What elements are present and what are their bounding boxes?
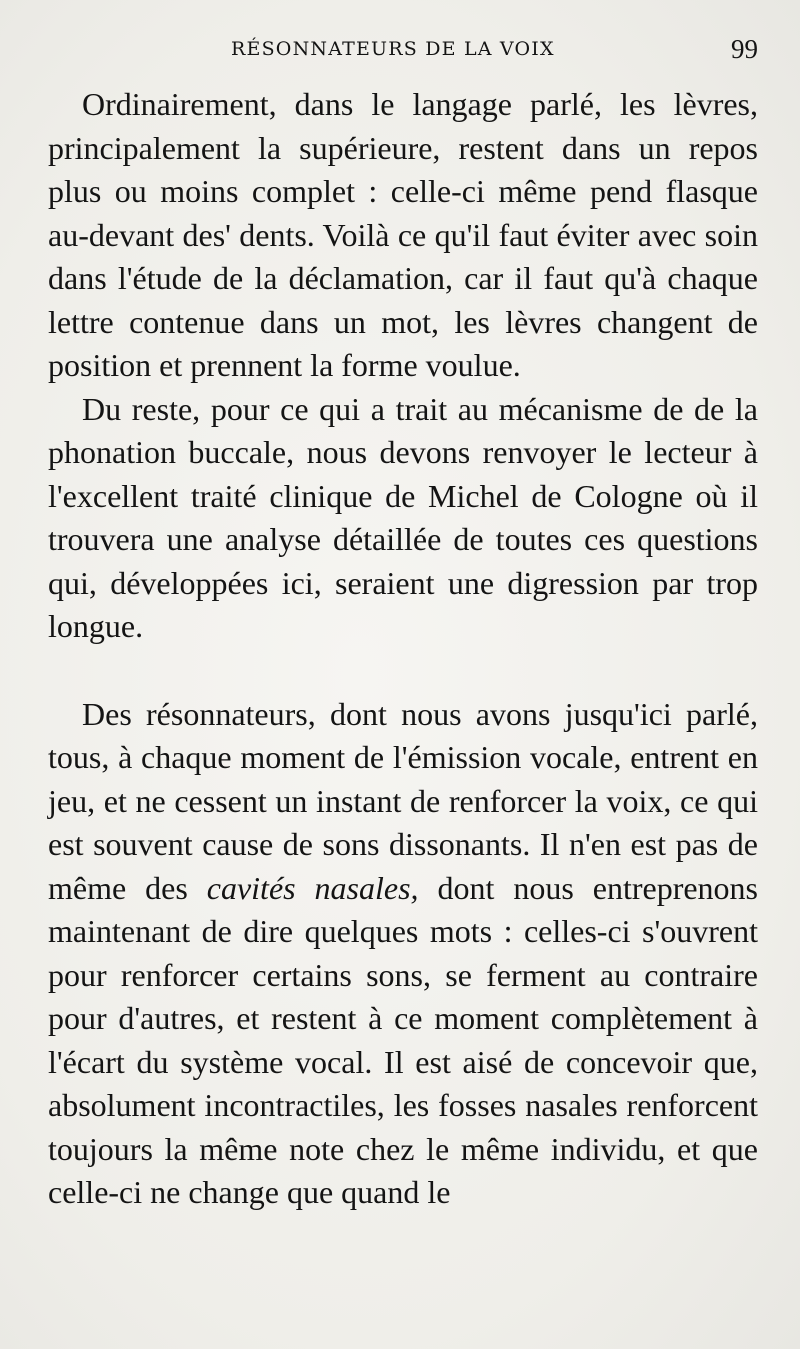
paragraph-resonators-text-end: dont nous entreprenons maintenant de dire quelques mots : celles-ci s'ouvrent pour renforcer certains sons, se ferment au contraire pour d'autres, et restent à ce moment complètement à l'écart du système vocal. Il est aisé de concevoir que, absolument incontractiles, les fosses nasales renforcent toujours la même note chez le même individu, et que celle-ci ne change que quand le: [48, 869, 759, 1210]
page-header: [48, 34, 758, 68]
body-text: [48, 83, 758, 1215]
running-title: RÉSONNATEURS DE LA VOIX: [231, 38, 555, 60]
paragraph-resonators-text-start: Des résonnateurs, dont nous avons jusqu'ici parlé, tous, à chaque moment de l'émission vocale, entrent en jeu, et ne cessent un instant de renforcer la voix, ce qui est souvent cause de sons dissonants. Il n'en est pas de même des: [48, 695, 758, 906]
paragraph-resonators: [48, 693, 758, 1215]
italic-term-cavites-nasales: cavités nasales,: [206, 869, 419, 906]
page-number: 99: [731, 34, 758, 64]
paragraph-lips: Ordinairement, dans le langage parlé, les lèvres, principalement la supérieure, restent dans un repos plus ou moins complet : celle-ci même pend flasque au-devant des' dents. Voilà ce qu'il faut éviter avec soin dans l'étude de la déclamation, car il faut qu'à chaque lettre contenue dans un mot, les lèvres changent de position et prennent la forme voulue.: [48, 86, 758, 383]
paragraph-phonation: Du reste, pour ce qui a trait au mécanisme de de la phonation buccale, nous devons renvoyer le lecteur à l'excellent traité clinique de Michel de Cologne où il trouvera une analyse détaillée de toutes ces questions qui, développées ici, seraient une digression par trop longue.: [48, 390, 758, 644]
